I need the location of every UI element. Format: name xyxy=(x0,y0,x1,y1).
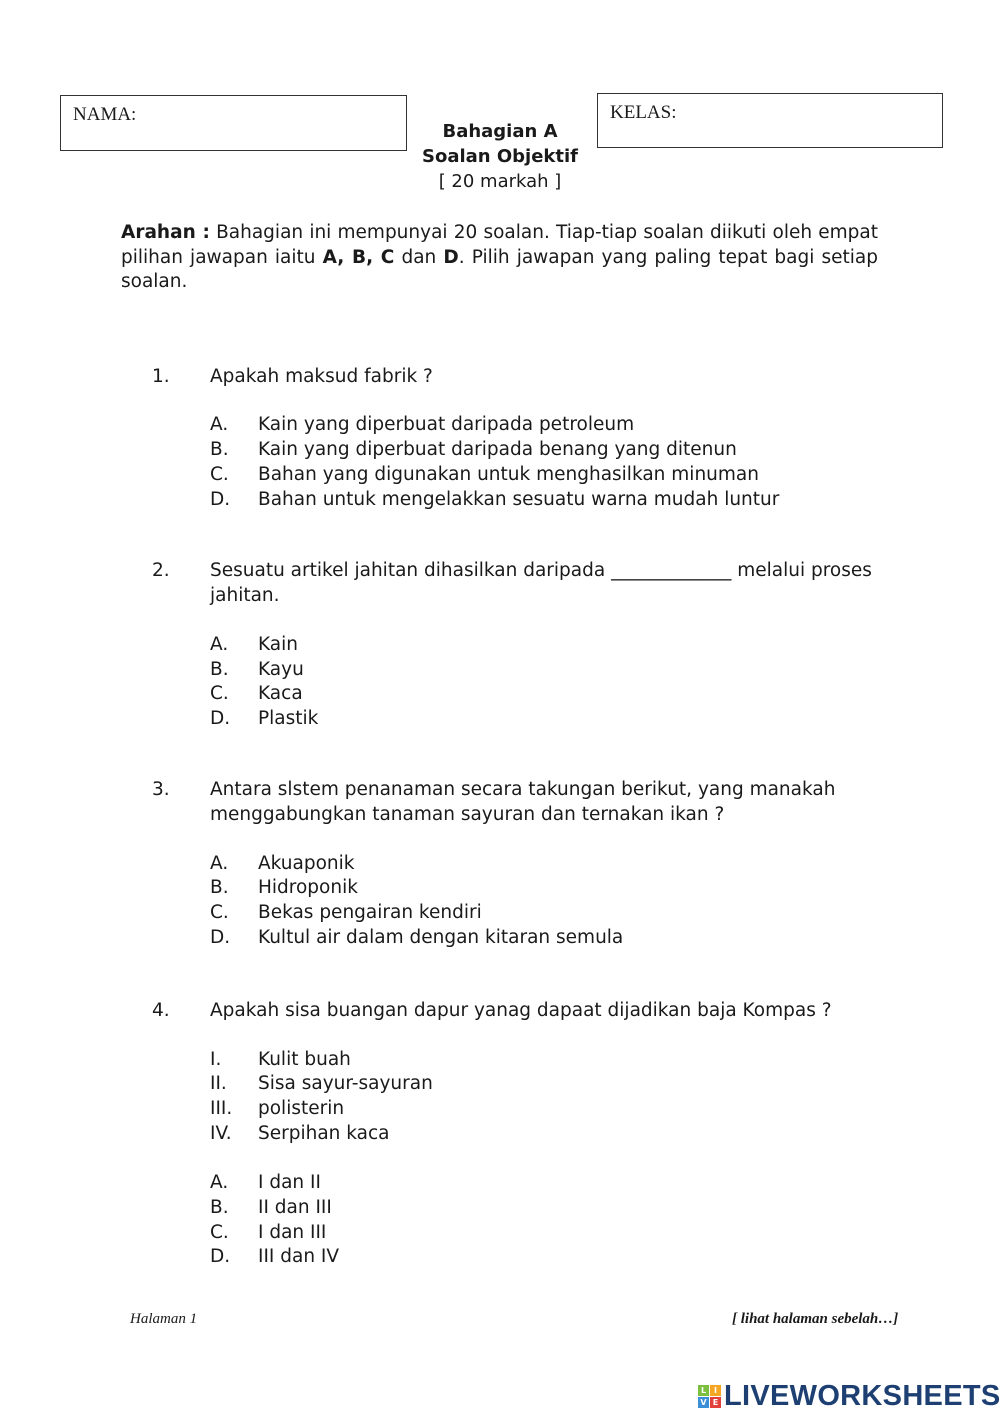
option-text[interactable]: Bahan untuk mengelakkan sesuatu warna mudah luntur xyxy=(258,489,780,510)
option-text[interactable]: Plastik xyxy=(258,708,319,729)
instructions xyxy=(121,221,878,295)
option-text[interactable]: II dan III xyxy=(258,1197,332,1218)
logo-tile: E xyxy=(710,1397,721,1408)
option-text[interactable]: Kain yang diperbuat daripada benang yang ditenun xyxy=(258,439,737,460)
option-key[interactable]: A. xyxy=(210,1172,229,1193)
option-key[interactable]: B. xyxy=(210,1197,229,1218)
option-key[interactable]: A. xyxy=(210,634,229,655)
option-text[interactable]: I dan III xyxy=(258,1222,327,1243)
statement-text: Kulit buah xyxy=(258,1049,351,1070)
section-title: Bahagian A xyxy=(442,121,558,142)
option-text[interactable]: Akuaponik xyxy=(258,853,355,874)
option-text[interactable]: Hidroponik xyxy=(258,877,358,898)
question-text: Apakah maksud fabrik ? xyxy=(210,366,433,387)
question-text: Apakah sisa buangan dapur yanag dapaat dijadikan baja Kompas ? xyxy=(210,1000,832,1021)
statement-text: Serpihan kaca xyxy=(258,1123,390,1144)
question-number: 4. xyxy=(152,1000,170,1021)
question-text: jahitan. xyxy=(210,585,280,606)
option-key[interactable]: C. xyxy=(210,1222,229,1243)
option-key[interactable]: B. xyxy=(210,659,229,680)
logo-tile: V xyxy=(698,1397,709,1408)
option-key[interactable]: B. xyxy=(210,877,229,898)
question-number: 3. xyxy=(152,779,170,800)
kelas-label: KELAS: xyxy=(610,102,677,123)
option-text[interactable]: Kain xyxy=(258,634,299,655)
option-key[interactable]: C. xyxy=(210,464,229,485)
option-text[interactable]: Bahan yang digunakan untuk menghasilkan minuman xyxy=(258,464,759,485)
page-number: Halaman 1 xyxy=(130,1311,198,1327)
option-key[interactable]: C. xyxy=(210,902,229,923)
option-key[interactable]: A. xyxy=(210,414,229,435)
liveworksheets-logo xyxy=(698,1380,1000,1413)
option-key[interactable]: B. xyxy=(210,439,229,460)
statement-text: Sisa sayur-sayuran xyxy=(258,1073,433,1094)
statement-key: III. xyxy=(210,1098,233,1119)
instructions-options: A, B, C xyxy=(322,246,395,268)
instructions-text: Bahagian ini mempunyai 20 soalan. Tiap-tiap soalan diikuti oleh empat pilihan jawapan iaitu xyxy=(121,222,878,268)
instructions-label: Arahan : xyxy=(121,222,210,243)
instructions-text: . Pilih jawapan yang paling tepat bagi setiap soalan. xyxy=(121,246,878,292)
option-key[interactable]: D. xyxy=(210,708,231,729)
option-text[interactable]: Kultul air dalam dengan kitaran semula xyxy=(258,927,624,948)
logo-tiles-icon xyxy=(698,1385,721,1408)
question-number: 1. xyxy=(152,366,170,387)
statement-text: polisterin xyxy=(258,1098,345,1119)
nama-label: NAMA: xyxy=(73,104,137,125)
option-text[interactable]: Kaca xyxy=(258,683,303,704)
option-text[interactable]: III dan IV xyxy=(258,1246,340,1267)
option-text[interactable]: I dan II xyxy=(258,1172,321,1193)
question-text: Antara slstem penanaman secara takungan berikut, yang manakah xyxy=(210,779,836,800)
option-text[interactable]: Bekas pengairan kendiri xyxy=(258,902,482,923)
statement-key: II. xyxy=(210,1073,227,1094)
kelas-field[interactable] xyxy=(597,93,943,148)
statement-key: I. xyxy=(210,1049,222,1070)
instructions-option-d: D xyxy=(443,246,459,268)
instructions-text: dan xyxy=(394,246,444,268)
logo-tile: L xyxy=(698,1385,709,1396)
nama-field[interactable] xyxy=(60,95,407,151)
logo-text: LIVEWORKSHEETS xyxy=(724,1380,1000,1412)
section-marks: [ 20 markah ] xyxy=(438,171,562,192)
option-key[interactable]: D. xyxy=(210,1246,231,1267)
statement-key: IV. xyxy=(210,1123,232,1144)
option-text[interactable]: Kayu xyxy=(258,659,304,680)
question-number: 2. xyxy=(152,560,170,581)
next-page-note: [ lihat halaman sebelah…] xyxy=(732,1311,899,1327)
option-key[interactable]: A. xyxy=(210,853,229,874)
logo-tile: I xyxy=(710,1385,721,1396)
option-key[interactable]: D. xyxy=(210,489,231,510)
option-key[interactable]: D. xyxy=(210,927,231,948)
option-key[interactable]: C. xyxy=(210,683,229,704)
section-subtitle: Soalan Objektif xyxy=(421,146,578,167)
question-text: menggabungkan tanaman sayuran dan ternakan ikan ? xyxy=(210,804,725,825)
question-text: Sesuatu artikel jahitan dihasilkan daripada _____________ melalui proses xyxy=(210,560,872,581)
option-text[interactable]: Kain yang diperbuat daripada petroleum xyxy=(258,414,635,435)
